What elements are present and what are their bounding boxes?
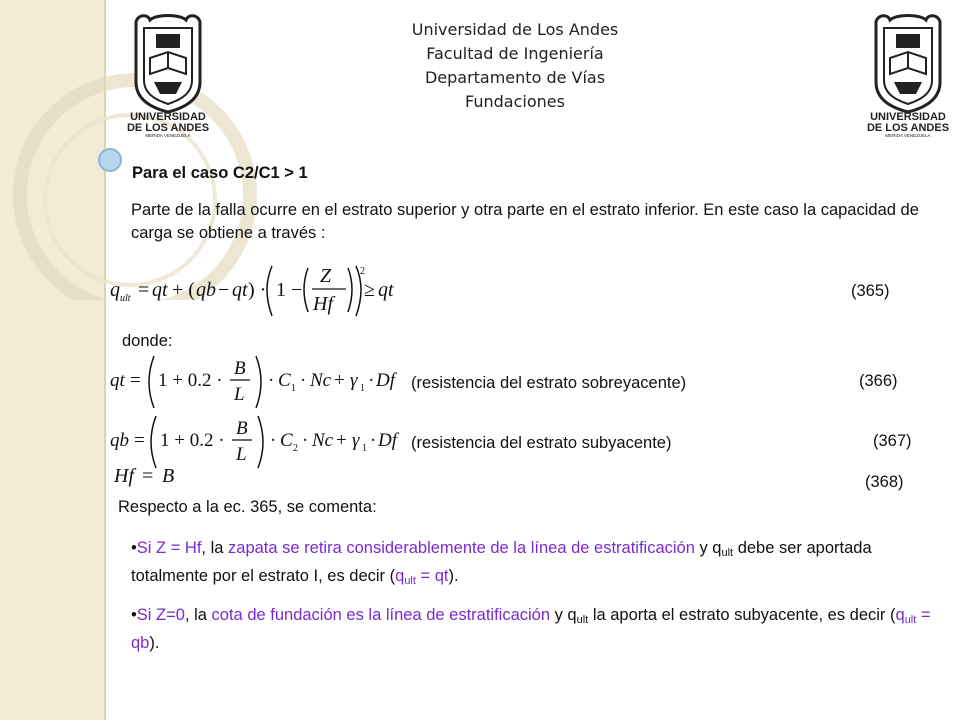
- svg-text:B: B: [162, 465, 175, 487]
- svg-text:=: =: [134, 430, 145, 451]
- svg-text:ult: ult: [120, 293, 131, 304]
- description-367: (resistencia del estrato subyacente): [411, 434, 672, 452]
- svg-text:qb: qb: [196, 279, 216, 301]
- svg-text:MERIDA VENEZUELA: MERIDA VENEZUELA: [145, 133, 191, 138]
- svg-text:qt: qt: [152, 279, 168, 301]
- svg-text:γ: γ: [350, 370, 358, 391]
- equation-number-366: (366): [859, 372, 898, 390]
- intro-paragraph: Parte de la falla ocurre en el estrato superior y otra parte en el estrato inferior. En este caso la capacidad de carga se obtiene a través :: [131, 201, 919, 242]
- condition-text: Si Z = Hf: [136, 539, 202, 557]
- svg-text:Df: Df: [376, 370, 395, 391]
- header-faculty: Facultad de Ingeniería: [426, 44, 604, 63]
- bullet-marker: •: [131, 539, 137, 557]
- svg-text:1: 1: [362, 443, 367, 454]
- header-department: Departamento de Vías: [424, 68, 606, 87]
- svg-text:DE LOS ANDES: DE LOS ANDES: [126, 122, 210, 134]
- university-logo-right: [858, 12, 958, 138]
- svg-text:·: ·: [370, 430, 377, 451]
- description-366: (resistencia del estrato sobreyacente): [411, 374, 687, 392]
- svg-text:qt: qt: [232, 279, 248, 301]
- svg-text:·: ·: [268, 370, 275, 391]
- svg-text:+: +: [334, 370, 345, 391]
- header-subject: Fundaciones: [465, 92, 565, 111]
- equation-365: [108, 254, 408, 324]
- svg-text:1 + 0.2 ·: 1 + 0.2 ·: [160, 430, 225, 451]
- svg-text:Df: Df: [378, 430, 397, 451]
- equation-366: [108, 352, 408, 412]
- bullet-item-2: •Si Z=0, la cota de fundación es la línea de estratificación y $q_{ult}$ la aporta el estrato subyacente, es decir $(q_{ult} = qb)$.: [131, 606, 931, 652]
- svg-text:·: ·: [270, 430, 277, 451]
- svg-text:γ: γ: [352, 430, 360, 451]
- svg-text:+ (: + (: [172, 279, 195, 301]
- svg-text:UNIVERSIDAD: UNIVERSIDAD: [870, 111, 946, 123]
- condition-text: Si Z=0: [136, 606, 185, 624]
- svg-text:·: ·: [300, 370, 307, 391]
- header-university: Universidad de Los Andes: [411, 20, 619, 39]
- svg-text:·: ·: [302, 430, 309, 451]
- svg-text:B: B: [236, 418, 248, 439]
- svg-text:qt: qt: [378, 279, 394, 301]
- svg-text:MERIDA VENEZUELA: MERIDA VENEZUELA: [885, 133, 931, 138]
- equation-number-365: (365): [851, 282, 890, 300]
- svg-text:Nc: Nc: [310, 370, 332, 391]
- equation-368: [112, 458, 212, 490]
- svg-text:DE LOS ANDES: DE LOS ANDES: [866, 122, 950, 134]
- svg-text:2: 2: [360, 266, 365, 277]
- svg-text:=: =: [138, 279, 150, 301]
- svg-text:+: +: [336, 430, 347, 451]
- svg-text:Hf: Hf: [114, 465, 134, 487]
- svg-text:L: L: [236, 444, 247, 465]
- svg-text:=: =: [130, 370, 141, 391]
- highlight-text: cota de fundación es la línea de estratificación: [211, 606, 551, 624]
- svg-text:qt: qt: [110, 370, 125, 391]
- svg-text:C: C: [280, 430, 293, 451]
- svg-text:q: q: [110, 279, 120, 301]
- page-header: [360, 18, 670, 114]
- svg-text:C: C: [278, 370, 291, 391]
- svg-text:L: L: [234, 384, 245, 405]
- svg-text:) ·: ) ·: [248, 279, 267, 301]
- bullet-item-1: •Si Z = Hf, la zapata se retira considerablemente de la línea de estratificación y $q_{ult}$ debe ser aportada totalmente por el estrato I, es decir $(q_{ult} = qt)$.: [131, 539, 872, 587]
- svg-text:1: 1: [291, 383, 296, 394]
- respecto-text: Respecto a la ec. 365, se comenta:: [118, 498, 377, 516]
- equation-number-368: (368): [865, 473, 904, 491]
- svg-text:≥: ≥: [364, 279, 375, 301]
- donde-label: donde:: [122, 332, 173, 350]
- svg-text:1: 1: [360, 383, 365, 394]
- case-heading: Para el caso C2/C1 > 1: [132, 164, 308, 182]
- svg-text:Z: Z: [320, 265, 332, 287]
- svg-text:Hf: Hf: [313, 293, 333, 315]
- svg-text:·: ·: [368, 370, 375, 391]
- svg-text:−: −: [218, 279, 230, 301]
- svg-text:qb: qb: [110, 430, 129, 451]
- highlight-text: zapata se retira considerablemente de la línea de estratificación: [228, 539, 695, 557]
- bullet-marker: •: [131, 606, 137, 624]
- svg-text:UNIVERSIDAD: UNIVERSIDAD: [130, 111, 206, 123]
- svg-text:2: 2: [293, 443, 298, 454]
- svg-text:1 −: 1 −: [276, 279, 303, 301]
- svg-text:Nc: Nc: [312, 430, 334, 451]
- svg-text:=: =: [142, 465, 154, 487]
- svg-text:B: B: [234, 358, 246, 379]
- svg-text:1 + 0.2 ·: 1 + 0.2 ·: [158, 370, 223, 391]
- university-logo-left: [118, 12, 218, 138]
- equation-number-367: (367): [873, 432, 912, 450]
